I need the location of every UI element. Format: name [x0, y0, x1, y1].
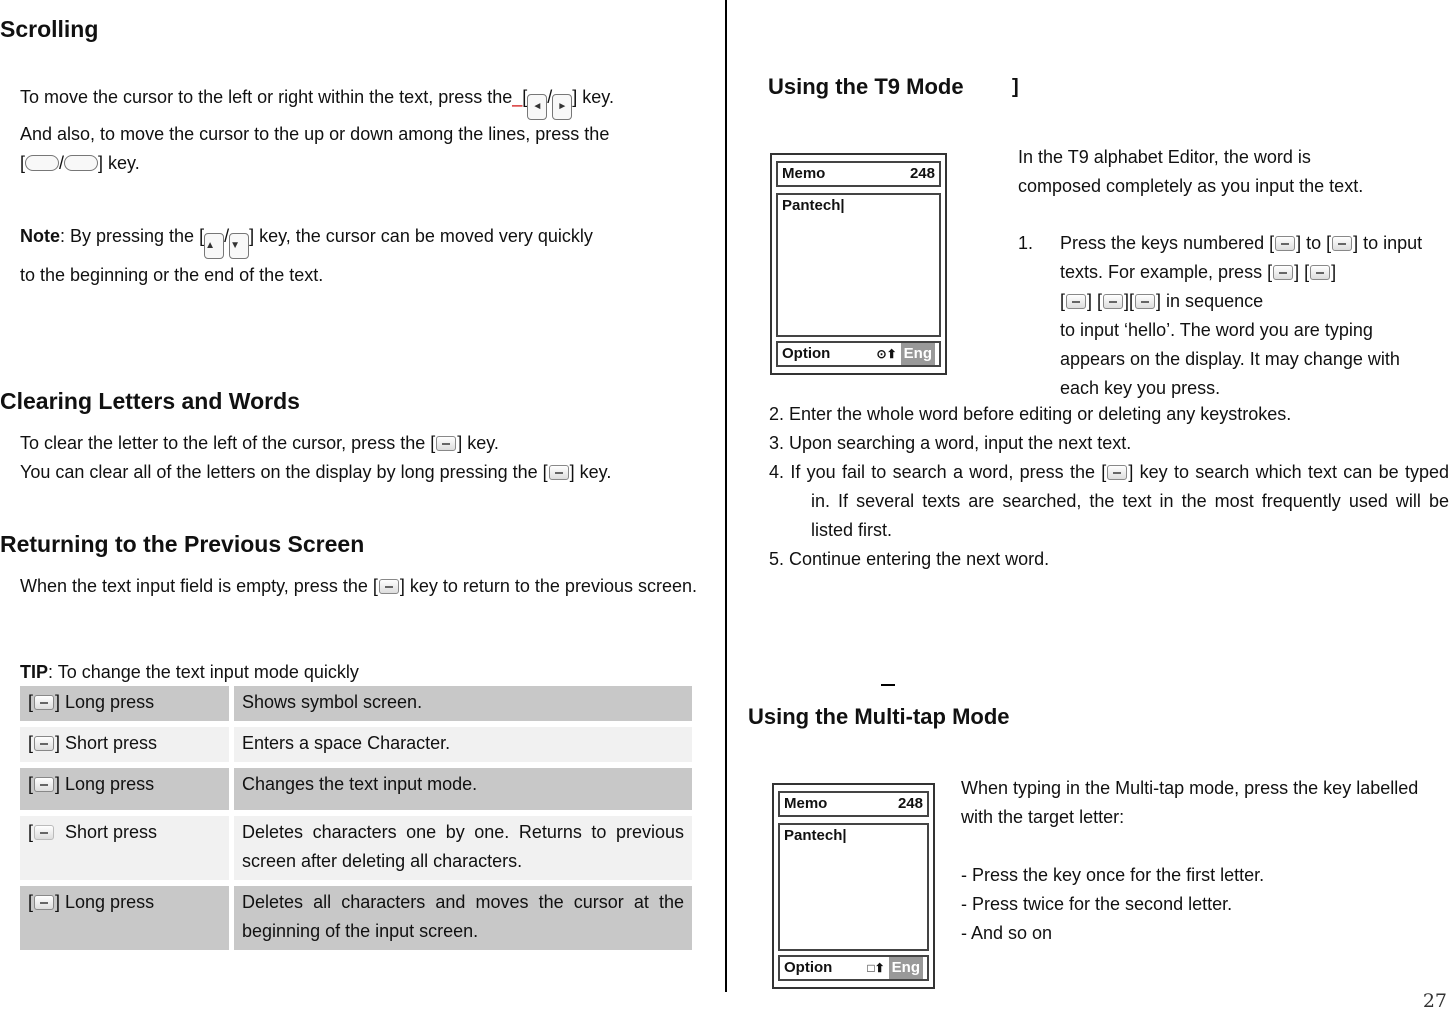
left-right-nav-key-icon: ◄	[527, 94, 547, 120]
heading-clearing: Clearing Letters and Words	[0, 388, 300, 414]
down-key-icon: ▼	[229, 233, 249, 259]
clear-key-icon	[34, 895, 54, 910]
volume-up-key-icon	[25, 155, 59, 171]
dash-mark	[881, 684, 895, 686]
table-row: [ ] Long press Changes the text input mode.	[20, 768, 692, 810]
up-key-icon: ▲	[204, 233, 224, 259]
heading-t9: Using the T9 Mode	[768, 74, 964, 99]
key-6-icon	[1135, 294, 1155, 309]
hash-key-icon	[34, 777, 54, 792]
table-row: [ ] Long press Shows symbol screen.	[20, 686, 692, 721]
mode-indicator-icon: ⊙⬆	[876, 347, 897, 361]
phone-screen-multitap: Memo 248 Pantech| Option Eng □⬆	[772, 783, 935, 989]
clear-key-icon	[34, 825, 54, 840]
heading-bracket: ]	[1012, 76, 1019, 98]
returning-paragraph: When the text input field is empty, press the [ ] key to return to the previous screen.	[20, 576, 697, 596]
heading-returning: Returning to the Previous Screen	[0, 531, 365, 557]
clearing-paragraph: To clear the letter to the left of the cursor, press the [ ] key. You can clear all of the letters on the display by long pressing the [ ] key.	[20, 433, 612, 482]
t9-step-1: 1. Press the keys numbered [ ] to [ ] to input texts. For example, press [ ] [ ] [ ] [ ][ ] in sequence to input ‘hello’. The word you are typing appears on the display. It may change with each key you press.	[1018, 233, 1423, 398]
column-divider	[725, 0, 727, 992]
volume-down-key-icon	[64, 155, 98, 171]
heading-scrolling: Scrolling	[0, 16, 99, 42]
star-key-icon	[1107, 465, 1127, 480]
phone-screen-t9: Memo 248 Pantech| Option Eng ⊙⬆	[770, 153, 947, 375]
zero-key-icon	[34, 736, 54, 751]
star-key-icon	[34, 695, 54, 710]
key-4-icon	[1273, 265, 1293, 280]
tip-line: TIP: To change the text input mode quickly	[20, 662, 359, 682]
key-9-icon	[1332, 236, 1352, 251]
t9-steps: 2. Enter the whole word before editing or deleting any keystrokes. 3. Upon searching a word, input the next text. 4. If you fail to search a word, press the [ ] key to search which text can be typed in. If several texts are searched, the text in the most frequently used will be listed first. 5. Continue entering the next word.	[769, 404, 1449, 569]
clear-key-icon	[549, 465, 569, 480]
t9-intro: In the T9 alphabet Editor, the word is composed completely as you input the text.	[1018, 147, 1364, 196]
page-number: 27	[1422, 990, 1447, 1012]
table-row: [ ] Long press Deletes all characters and moves the cursor at the beginning of the input screen.	[20, 886, 692, 950]
key-5-icon	[1066, 294, 1086, 309]
multitap-text: When typing in the Multi-tap mode, press the key labelled with the target letter: - Press the key once for the first letter. - Press twice for the second letter. - And so on	[961, 778, 1419, 943]
key-5-icon	[1103, 294, 1123, 309]
clear-key-icon	[436, 436, 456, 451]
clear-key-icon	[379, 579, 399, 594]
heading-multitap: Using the Multi-tap Mode	[748, 704, 1010, 729]
mode-indicator-icon: □⬆	[867, 961, 885, 975]
table-row: [ Short press Deletes characters one by one. Returns to previous screen after deleting all characters.	[20, 816, 692, 880]
table-row: [ ] Short press Enters a space Character.	[20, 727, 692, 762]
scrolling-note: Note: By pressing the [▲ /▼ ] key, the cursor can be moved very quickly to the beginning or the end of the text.	[20, 226, 593, 285]
right-nav-key-icon: ►	[552, 94, 572, 120]
tip-table	[20, 686, 692, 950]
key-3-icon	[1310, 265, 1330, 280]
scrolling-paragraph: To move the cursor to the left or right within the text, press the_[ ◄ / ► ] key. And also, to move the cursor to the up or down among the lines, press the [ / ] key.	[20, 87, 614, 173]
key-2-icon	[1275, 236, 1295, 251]
